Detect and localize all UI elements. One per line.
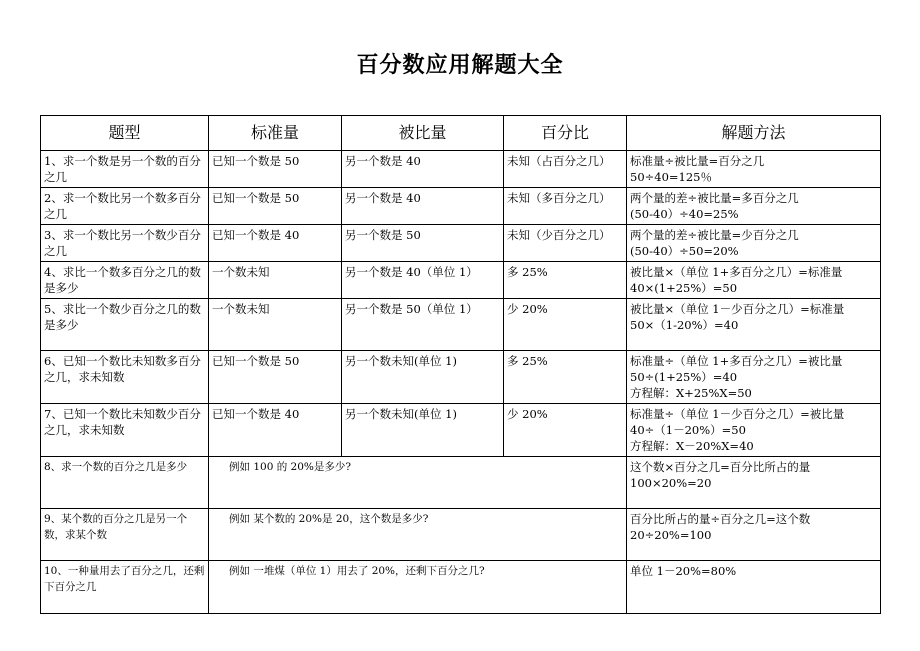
row-standard: 已知一个数是 50: [209, 151, 342, 188]
method-line: 标准量÷（单位 1+多百分之几）=被比量: [630, 354, 843, 368]
method-line: 40×(1+25%）=50: [630, 281, 738, 295]
row-example: 例如 某个数的 20%是 20，这个数是多少?: [209, 509, 627, 561]
row-example: 例如 一堆煤（单位 1）用去了 20%，还剩下百分之几?: [209, 561, 627, 614]
row-type: 1、求一个数是另一个数的百分之几: [41, 151, 209, 188]
method-line: 方程解：X+25%X=50: [630, 386, 752, 400]
header-row: [41, 116, 881, 151]
table-row: [41, 225, 881, 262]
method-line: 百分比所占的量÷百分之几=这个数: [630, 512, 811, 526]
method-line: 40÷（1－20%）=50: [630, 423, 746, 437]
method-line: 100×20%=20: [630, 476, 712, 490]
table-row: [41, 509, 881, 561]
method-line: 两个量的差÷被比量=少百分之几: [630, 228, 799, 242]
table-row: [41, 404, 881, 457]
row-standard: 一个数未知: [209, 299, 342, 351]
method-line: 单位 1－20%=80%: [630, 564, 737, 578]
row-percent: 未知（多百分之几）: [504, 188, 627, 225]
table-row: [41, 561, 881, 614]
row-method: [627, 188, 881, 225]
table-row: [41, 457, 881, 509]
page-title: 百分数应用解题大全: [356, 53, 564, 78]
row-standard: 已知一个数是 40: [209, 225, 342, 262]
row-standard: 已知一个数是 40: [209, 404, 342, 457]
method-line: 被比量×（单位 1－少百分之几）=标准量: [630, 302, 845, 316]
row-percent: 多 25%: [504, 262, 627, 299]
row-method: [627, 457, 881, 509]
row-percent: 少 20%: [504, 299, 627, 351]
row-percent: 未知（少百分之几）: [504, 225, 627, 262]
row-type: 5、求比一个数少百分之几的数是多少: [41, 299, 209, 351]
row-percent: 多 25%: [504, 351, 627, 404]
method-line: 50×（1-20%）=40: [630, 318, 739, 332]
method-line: 20÷20%=100: [630, 528, 712, 542]
row-standard: 已知一个数是 50: [209, 351, 342, 404]
method-line: 被比量×（单位 1+多百分之几）=标准量: [630, 265, 843, 279]
row-standard: 一个数未知: [209, 262, 342, 299]
row-method: [627, 351, 881, 404]
header-compared: 被比量: [342, 116, 504, 151]
method-line: (50-40）÷40=25%: [630, 207, 739, 221]
row-percent: 少 20%: [504, 404, 627, 457]
method-line: 这个数×百分之几=百分比所占的量: [630, 460, 811, 474]
row-type: 3、求一个数比另一个数少百分之几: [41, 225, 209, 262]
row-method: [627, 404, 881, 457]
row-compared: 另一个数未知(单位 1): [342, 404, 504, 457]
row-example: 例如 100 的 20%是多少?: [209, 457, 627, 509]
method-line: 标准量÷（单位 1－少百分之几）=被比量: [630, 407, 845, 421]
row-compared: 另一个数是 40: [342, 151, 504, 188]
row-method: [627, 509, 881, 561]
row-method: [627, 225, 881, 262]
row-method: [627, 262, 881, 299]
row-compared: 另一个数是 50（单位 1）: [342, 299, 504, 351]
header-percent: 百分比: [504, 116, 627, 151]
table-row: [41, 351, 881, 404]
row-compared: 另一个数是 40（单位 1）: [342, 262, 504, 299]
method-line: 两个量的差÷被比量=多百分之几: [630, 191, 799, 205]
header-type: 题型: [41, 116, 209, 151]
row-method: [627, 299, 881, 351]
row-compared: 另一个数未知(单位 1): [342, 351, 504, 404]
header-method: 解题方法: [627, 116, 881, 151]
row-standard: 已知一个数是 50: [209, 188, 342, 225]
table-row: [41, 262, 881, 299]
row-type: 4、求比一个数多百分之几的数是多少: [41, 262, 209, 299]
row-method: [627, 151, 881, 188]
method-line: 50÷(1+25%）=40: [630, 370, 738, 384]
row-type: 2、求一个数比另一个数多百分之几: [41, 188, 209, 225]
table-row: [41, 188, 881, 225]
method-line: (50-40）÷50=20%: [630, 244, 739, 258]
method-line: 方程解：X－20%X=40: [630, 439, 754, 453]
table-row: [41, 299, 881, 351]
header-standard: 标准量: [209, 116, 342, 151]
percent-problems-table: [40, 115, 881, 614]
row-type: 9、某个数的百分之几是另一个数，求某个数: [41, 509, 209, 561]
row-type: 7、已知一个数比未知数少百分之几，求未知数: [41, 404, 209, 457]
row-type: 8、求一个数的百分之几是多少: [41, 457, 209, 509]
row-method: [627, 561, 881, 614]
row-compared: 另一个数是 50: [342, 225, 504, 262]
method-line: 标准量÷被比量=百分之几: [630, 154, 765, 168]
table-row: [41, 151, 881, 188]
row-type: 6、已知一个数比未知数多百分之几，求未知数: [41, 351, 209, 404]
row-type: 10、一种量用去了百分之几，还剩下百分之几: [41, 561, 209, 614]
row-compared: 另一个数是 40: [342, 188, 504, 225]
method-line: 50÷40=125％: [630, 170, 712, 184]
row-percent: 未知（占百分之几）: [504, 151, 627, 188]
